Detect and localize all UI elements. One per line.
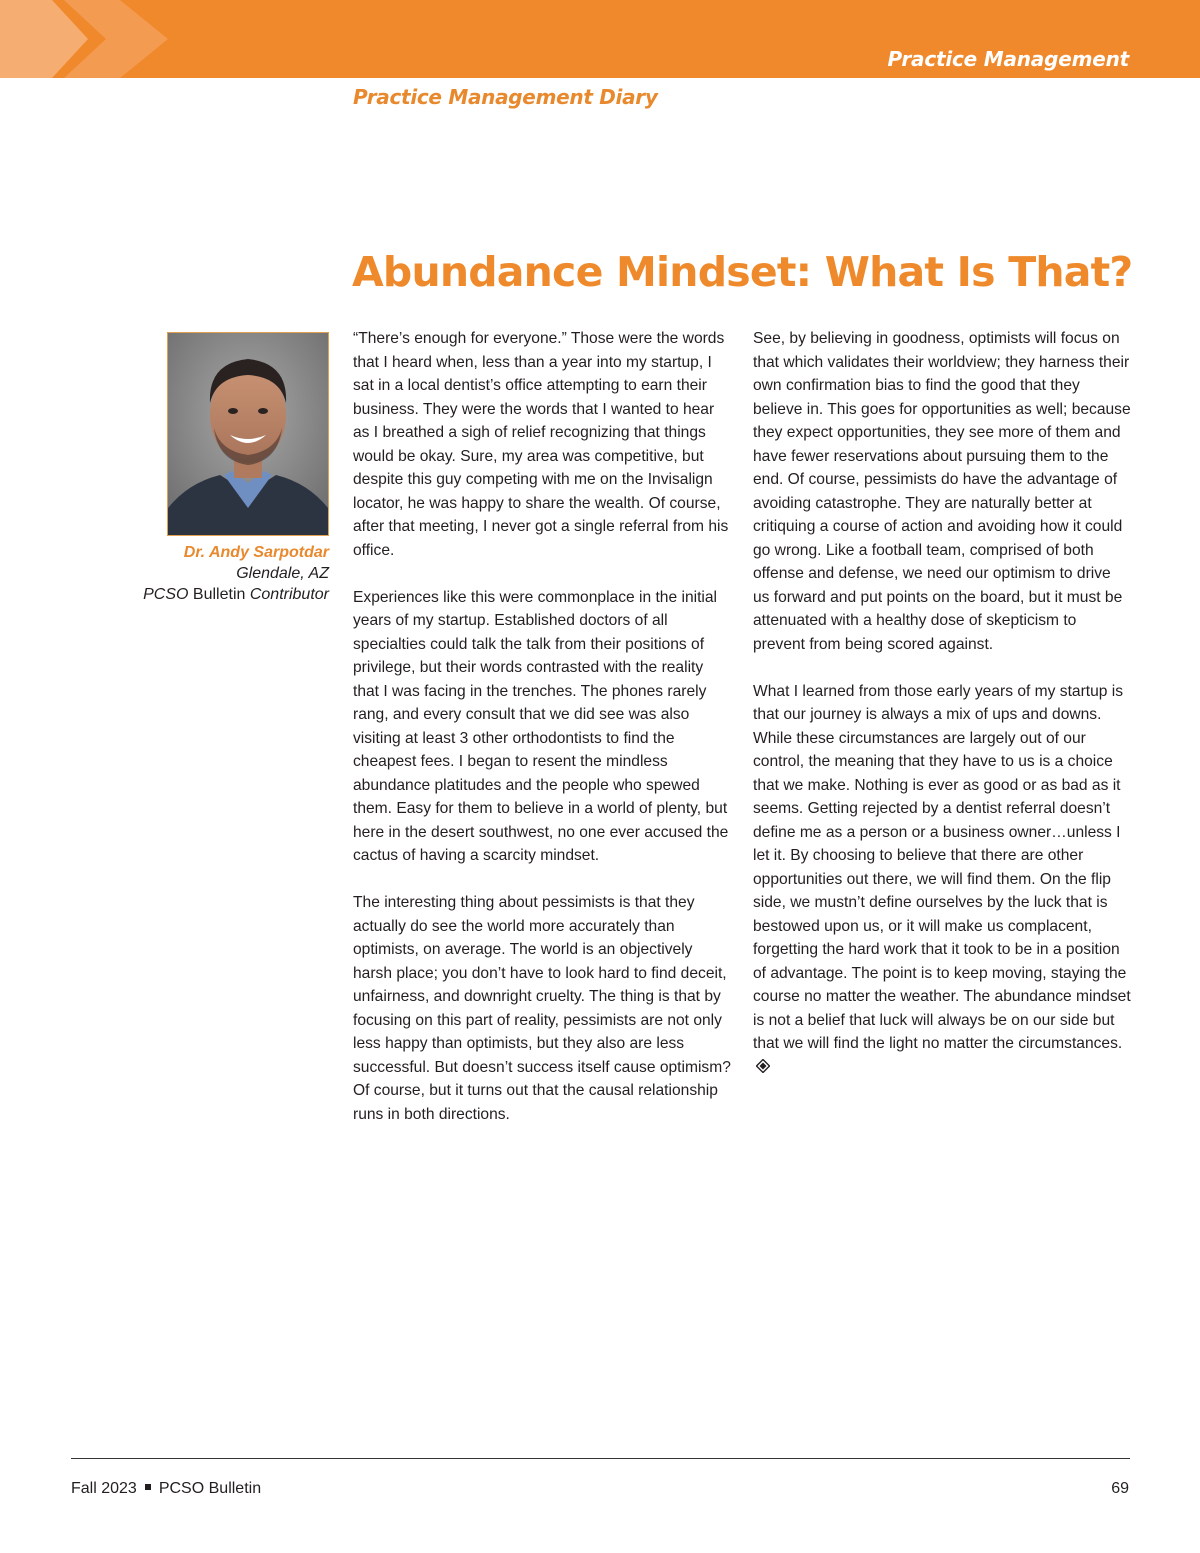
article-paragraph: Experiences like this were commonplace in the initial years of my startup. Established doctors of all specialties could talk the talk from their positions of privilege, but their words contrasted with the reality that I was facing in the trenches. The phones rarely rang, and every consult that we did see was also visiting at least 3 other orthodontists to find the cheapest fees. I began to resent the mindless abundance platitudes and the people who spewed them. Easy for them to believe in a world of plenty, but here in the desert southwest, no one ever accused the cactus of having a scarcity mindset. bbox=[353, 588, 729, 864]
author-photo bbox=[167, 332, 329, 536]
diamond-end-icon bbox=[756, 1059, 770, 1073]
author-role-publication: PCSO bbox=[143, 586, 189, 603]
article-paragraph: See, by believing in goodness, optimists will focus on that which validates their worldview; they harness their own confirmation bias to find the good that they believe in. This goes for opportunities as well; because they expect opportunities, they see more of them and have fewer reservations about pursuing them to the end. Of course, pessimists do have the advantage of avoiding catastrophe. They are naturally better at critiquing a course of action and avoiding how it could go wrong. Like a football team, comprised of both offense and defense, we need our optimism to drive us forward and put points on the board, but it must be attenuated with a healthy dose of skepticism to prevent from being scored against. bbox=[753, 330, 1131, 653]
author-byline bbox=[100, 542, 329, 605]
section-label: Practice Management bbox=[887, 47, 1129, 71]
footer-publication: PCSO Bulletin bbox=[158, 1480, 262, 1497]
footer-issue: Fall 2023 bbox=[71, 1480, 137, 1497]
footer-separator bbox=[145, 1484, 151, 1490]
author-role bbox=[100, 584, 329, 605]
chevron-arrows-icon bbox=[0, 0, 180, 78]
article-paragraph: The interesting thing about pessimists is that they actually do see the world more accurately than optimists, on average. The world is an objectively harsh place; you don’t have to look hard to find deceit, unfairness, and downright cruelty. The thing is that by focusing on this part of reality, pessimists are not only less happy than optimists, but they also are less successful. But doesn’t success itself cause optimism? Of course, but it turns out that the causal relationship runs in both directions. bbox=[353, 894, 731, 1123]
author-name: Dr. Andy Sarpotdar bbox=[183, 544, 329, 561]
article-column-1 bbox=[353, 327, 731, 1150]
footer-divider bbox=[71, 1458, 1130, 1459]
article-title: Abundance Mindset: What Is That? bbox=[352, 248, 1133, 296]
footer-issue-info bbox=[71, 1480, 261, 1498]
page-number: 69 bbox=[1111, 1480, 1129, 1497]
subsection-label: Practice Management Diary bbox=[353, 85, 658, 109]
header-bar bbox=[0, 0, 1200, 78]
article-column-2 bbox=[753, 327, 1131, 1103]
article-paragraph-text: What I learned from those early years of my startup is that our journey is always a mix of ups and downs. While these circumstances are largely out of our control, the meaning that they have to us is a choice that we make. Nothing is ever as good or as bad as it seems. Getting rejected by a dentist referral doesn’t define me as a person or a business owner…unless I let it. By choosing to believe that there are other opportunities out there, we will find them. On the flip side, we mustn’t define ourselves by the luck that is bestowed upon us, or it will make us complacent, forgetting the hard work that it took to be in a position of advantage. The point is to keep moving, staying the course no matter the weather. The abundance mindset is not a belief that luck will always be on our side but that we will find the light no matter the circumstances. bbox=[753, 682, 1131, 1052]
author-location: Glendale, AZ bbox=[236, 565, 329, 582]
author-role-suffix: Contributor bbox=[249, 586, 329, 603]
author-role-bulletin: Bulletin bbox=[188, 586, 250, 603]
article-paragraph-last bbox=[753, 680, 1131, 1080]
article-paragraph: “There’s enough for everyone.” Those were the words that I heard when, less than a year into my startup, I sat in a local dentist’s office attempting to earn their business. They were the words that I wanted to hear as I breathed a sigh of relief recognizing that things would be okay. Sure, my area was competitive, but despite this guy competing with me on the Invisalign locator, he was happy to share the wealth. Of course, after that meeting, I never got a single referral from his office. bbox=[353, 330, 729, 559]
